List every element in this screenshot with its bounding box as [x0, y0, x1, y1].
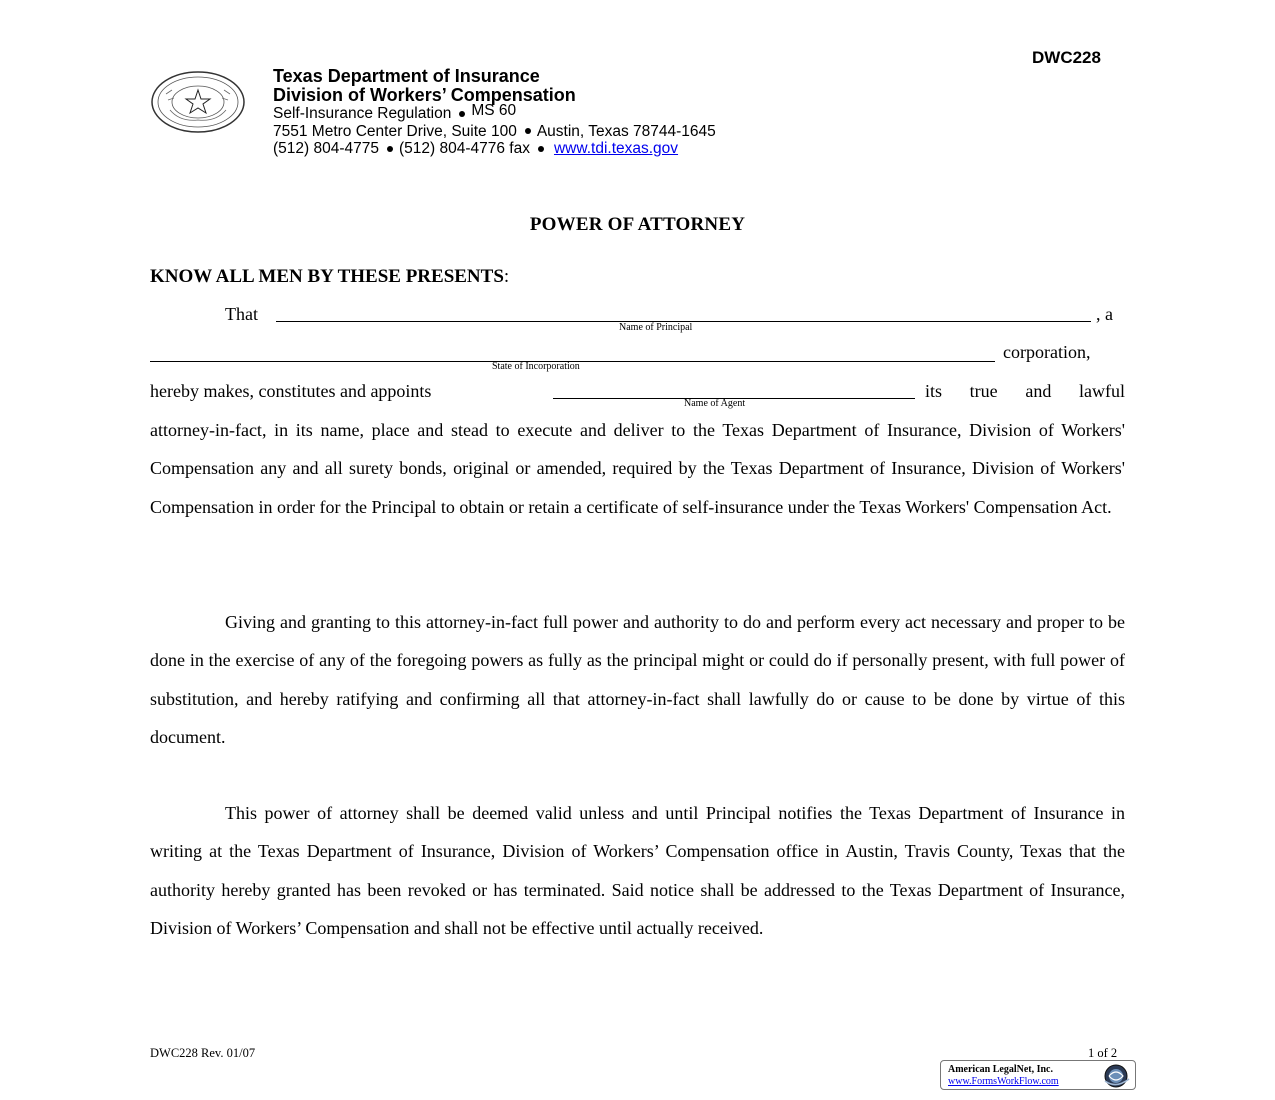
- agent-suffix: its true and lawful: [925, 381, 1125, 401]
- know-all-heading: [150, 266, 509, 288]
- contact-line: [273, 140, 716, 158]
- city-state-zip: Austin, Texas 78744-1645: [536, 122, 716, 140]
- agent-caption: Name of Agent: [684, 398, 746, 409]
- principal-suffix: , a: [1096, 304, 1113, 324]
- division-name: Division of Workers’ Compensation: [273, 85, 576, 105]
- form-revision: DWC228 Rev. 01/07: [150, 1046, 256, 1060]
- that-label: That: [225, 304, 258, 324]
- publisher-name: American LegalNet, Inc.: [948, 1064, 1053, 1075]
- principal-caption: Name of Principal: [619, 322, 693, 333]
- website-link[interactable]: www.tdi.texas.gov: [553, 140, 679, 157]
- globe-logo-icon: [1099, 1063, 1133, 1089]
- phone-number: (512) 804-4775: [273, 140, 379, 157]
- publisher-badge[interactable]: [940, 1060, 1136, 1090]
- appoints-label: hereby makes, constitutes and appoints: [150, 381, 432, 401]
- know-all-text: KNOW ALL MEN BY THESE PRESENTS: [150, 266, 504, 287]
- granting-paragraph: Giving and granting to this attorney-in-fact full power and authority to do and perform every act necessary and proper to be done in the exercise of any of the foregoing powers as fully as the principal might or could do if personally present, with full power of substitution, and hereby ratifying and confirming all that attorney-in-fact shall lawfully do or cause to be done by virtue of this document.: [150, 612, 1125, 748]
- mail-stop: MS 60: [471, 102, 517, 119]
- bullet-icon: [525, 128, 531, 134]
- corporation-label: corporation,: [1003, 342, 1091, 362]
- publisher-url[interactable]: www.FormsWorkFlow.com: [948, 1076, 1059, 1087]
- fax-number: (512) 804-4776 fax: [399, 140, 530, 157]
- authority-paragraph: attorney-in-fact, in its name, place and stead to execute and deliver to the Texas Department of Insurance, Division of Workers' Compensation any and all surety bonds, original or amended, required by the Texas Department of Insurance, Division of Workers' Compensation in order for the Principal to obtain or retain a certificate of self-insurance under the Texas Workers' Compensation Act.: [150, 420, 1125, 517]
- bullet-icon: [538, 146, 544, 152]
- street-address: 7551 Metro Center Drive, Suite 100: [273, 122, 517, 140]
- validity-paragraph: This power of attorney shall be deemed valid unless and until Principal notifies the Texas Department of Insurance in writing at the Texas Department of Insurance, Division of Workers’ Compensation office in Austin, Travis County, Texas that the authority hereby granted has been revoked or has terminated. Said notice shall be addressed to the Texas Department of Insurance, Division of Workers’ Compensation and shall not be effective until actually received.: [150, 803, 1125, 939]
- document-title: POWER OF ATTORNEY: [529, 214, 746, 235]
- state-seal-icon: [150, 70, 246, 134]
- address-line: [273, 123, 716, 141]
- unit-line: [273, 102, 716, 123]
- agency-contact-block: [273, 67, 716, 158]
- know-all-colon: :: [503, 266, 510, 287]
- bullet-icon: [459, 111, 465, 117]
- form-code: DWC228: [1032, 48, 1101, 67]
- bullet-icon: [387, 146, 393, 152]
- agency-name: Texas Department of Insurance: [273, 66, 540, 86]
- page-number: 1 of 2: [1088, 1046, 1118, 1060]
- unit-name: Self-Insurance Regulation: [273, 105, 452, 122]
- incorporation-caption: State of Incorporation: [492, 361, 580, 372]
